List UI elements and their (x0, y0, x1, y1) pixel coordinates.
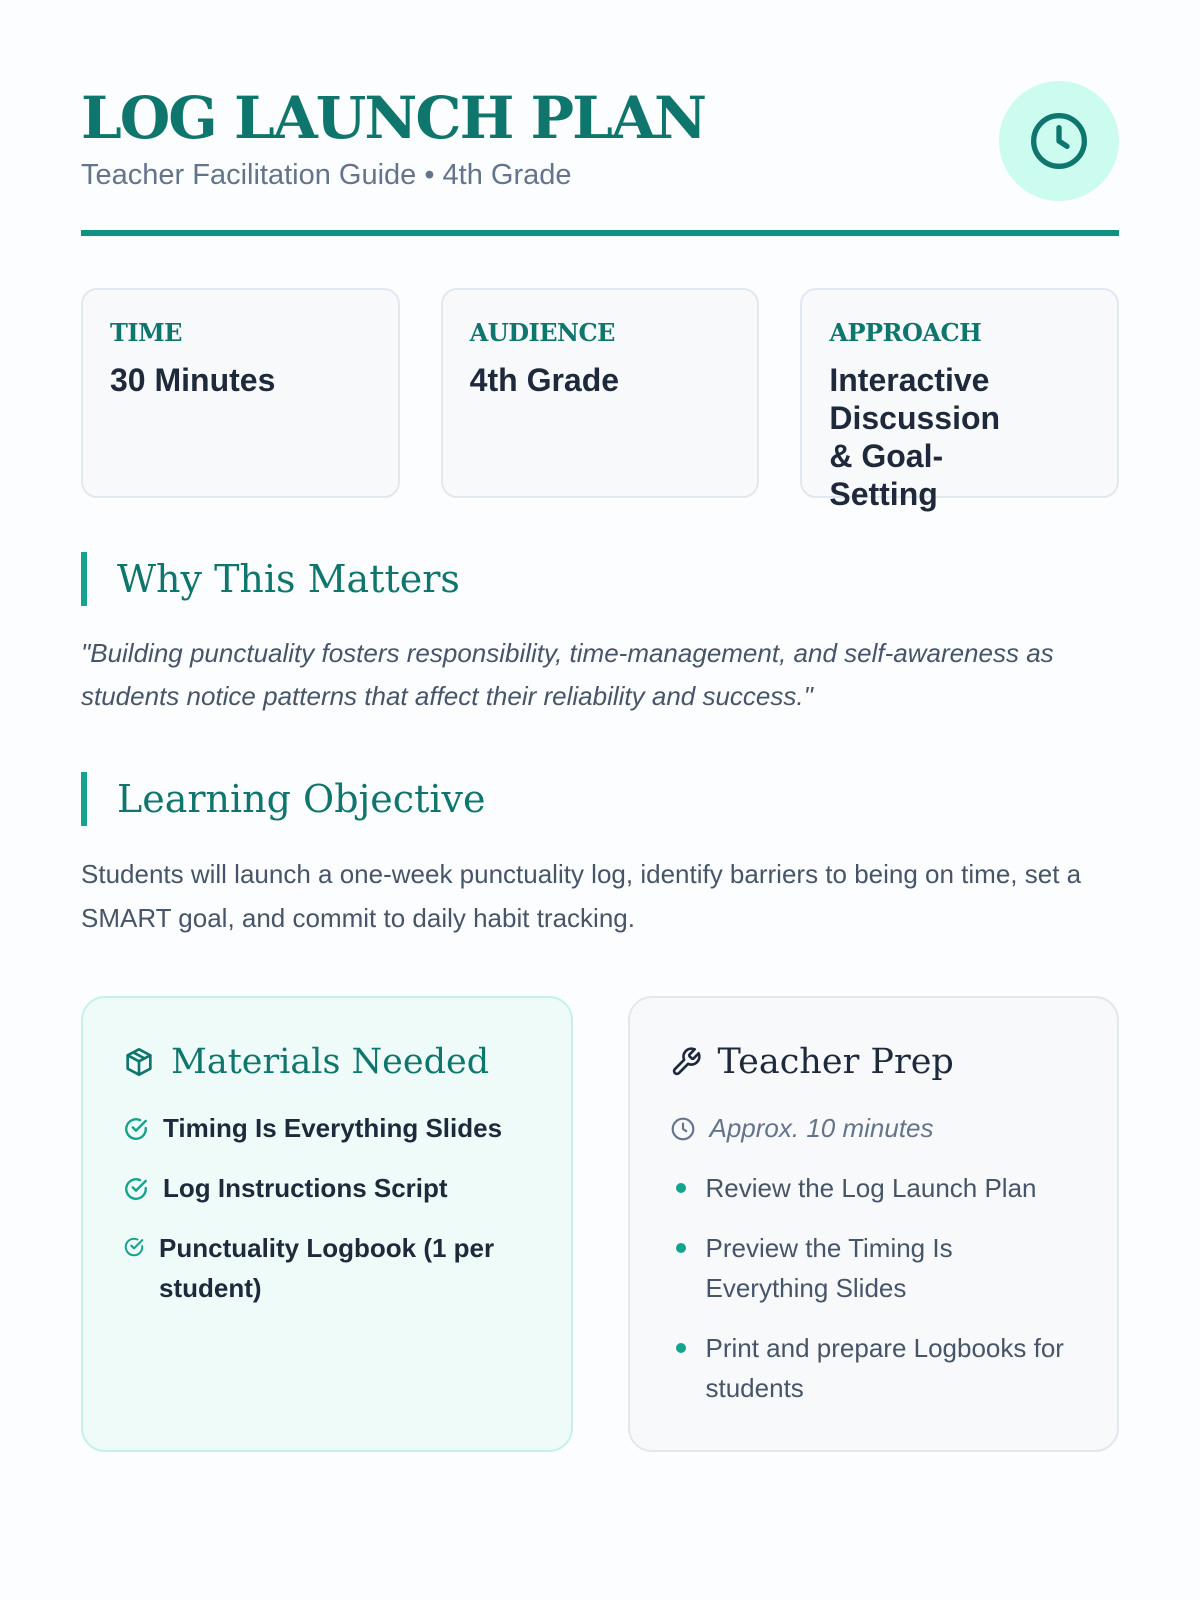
prep-duration (670, 1108, 1078, 1148)
materials-card (81, 996, 573, 1452)
prep-item-label: Preview the Timing Is Everything Slides (705, 1233, 953, 1303)
page-header (81, 0, 1119, 236)
wrench-icon (670, 1046, 702, 1078)
clock-icon (1027, 109, 1091, 173)
objective-text: Students will launch a one-week punctuality log, identify barriers to being on time, set a SMART goal, and commit to daily habit tracking. (81, 859, 1082, 933)
stats-row (81, 288, 1119, 512)
objective-heading: Learning Objective (81, 772, 1119, 826)
prep-duration-text: Approx. 10 minutes (709, 1113, 934, 1143)
check-circle-icon (123, 1236, 145, 1258)
clock-icon (670, 1116, 696, 1142)
prep-title (670, 1038, 1078, 1086)
list-item (670, 1328, 1078, 1408)
materials-item-label: Timing Is Everything Slides (163, 1113, 503, 1143)
materials-heading: Materials Needed (171, 1042, 490, 1082)
stat-label: APPROACH (829, 318, 982, 347)
stat-value: 30 Minutes (110, 362, 276, 398)
info-columns (81, 996, 1119, 1452)
stat-card-time (81, 288, 400, 498)
materials-title (123, 1038, 531, 1086)
box-icon (123, 1046, 155, 1078)
prep-list (670, 1108, 1078, 1408)
why-quote: "Building punctuality fosters responsibility, time-management, and self-awareness as students notice patterns that affect their reliability and success." (81, 638, 1054, 711)
stat-value: 4th Grade (469, 362, 620, 398)
clock-badge (999, 81, 1119, 201)
page-title: LOG LAUNCH PLAN (81, 84, 705, 152)
stat-card-audience (441, 288, 760, 498)
prep-heading: Teacher Prep (717, 1042, 954, 1082)
stat-label: AUDIENCE (469, 318, 615, 347)
list-item (123, 1108, 531, 1148)
stat-label: TIME (110, 318, 182, 347)
prep-item-label: Review the Log Launch Plan (705, 1173, 1037, 1203)
materials-item-label: Punctuality Logbook (1 per student) (159, 1233, 495, 1303)
materials-item-label: Log Instructions Script (163, 1173, 448, 1203)
list-item (670, 1228, 1078, 1308)
page-subtitle: Teacher Facilitation Guide • 4th Grade (81, 159, 572, 191)
bullet-icon (676, 1343, 686, 1353)
list-item (123, 1168, 531, 1208)
prep-item-label: Print and prepare Logbooks for students (705, 1333, 1064, 1403)
check-circle-icon (123, 1176, 149, 1202)
stat-value: Interactive Discussion & Goal-Setting (829, 362, 1001, 512)
materials-list (123, 1108, 531, 1308)
stat-card-approach (800, 288, 1119, 512)
check-circle-icon (123, 1116, 149, 1142)
bullet-icon (676, 1183, 686, 1193)
teacher-prep-card (628, 996, 1120, 1452)
list-item (123, 1228, 531, 1308)
bullet-icon (676, 1243, 686, 1253)
list-item (670, 1168, 1078, 1208)
why-heading: Why This Matters (81, 552, 1119, 606)
